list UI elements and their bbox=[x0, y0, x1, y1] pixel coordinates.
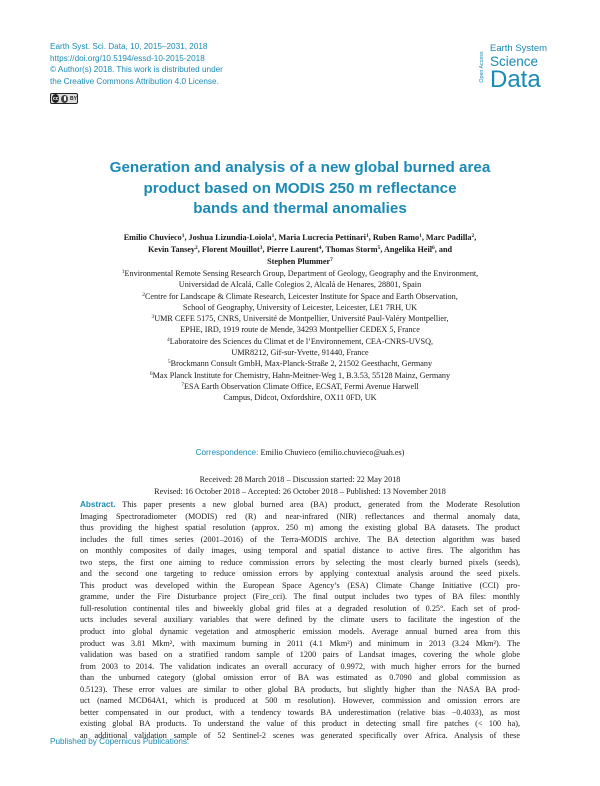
publisher-footer[interactable]: Published by Copernicus Publications. bbox=[50, 737, 190, 746]
affiliation-line: UMR8212, Gif-sur-Yvette, 91440, France bbox=[231, 348, 369, 358]
author-name: Kevin Tansey bbox=[147, 245, 196, 254]
affiliation-line: $^5$Brockmann Consult GmbH, Max-Planck-Straße 2, 21502 Geesthacht, Germany bbox=[167, 359, 433, 369]
author-line bbox=[60, 256, 540, 268]
affiliation-line: EPHE, IRD, 1919 route de Mende, 34293 Montpellier CEDEX 5, France bbox=[180, 325, 420, 335]
journal-name-line1: Earth System bbox=[490, 43, 548, 54]
copyright: © Author(s) 2018. This work is distributed under bbox=[50, 65, 223, 75]
author-name: Florent Mouillot bbox=[201, 245, 260, 254]
affiliation-line: Campus, Didcot, Oxfordshire, OX11 0FD, UK bbox=[223, 393, 377, 403]
author-line: Kevin Tansey$^2$, Florent Mouillot$^3$, Pierre Laurent$^4$, Thomas Storm$^5$, Angelika Heil$^6$, and bbox=[147, 245, 453, 254]
title-line: bands and thermal anomalies bbox=[193, 200, 407, 217]
author-sup: 1 bbox=[366, 233, 369, 239]
abstract-line: thus providing the highest spatial resolution (approx. 250 m) among the existing global BA datasets. The product bbox=[80, 523, 520, 533]
abstract bbox=[80, 499, 520, 741]
title-line: product based on MODIS 250 m reflectance bbox=[143, 179, 457, 197]
author-sup: 1 bbox=[271, 233, 275, 239]
citation-block bbox=[50, 41, 310, 87]
affiliation-line: $^1$Environmental Remote Sensing Research Group, Department of Geology, Geography and the Environment, bbox=[121, 269, 479, 278]
open-access-label: Open Access bbox=[479, 51, 485, 83]
affiliation-line: $^3$UMR CEFE 5175, CNRS, Université de Montpellier, Université Paul-Valéry Montpellier, bbox=[151, 314, 449, 324]
abstract-line: product was 3.81 Mkm², with maximum burning in 2011 (4.1 Mkm²) and minimum in 2013 (3.24 Mkm²). The bbox=[80, 638, 520, 648]
abstract-heading: Abstract. bbox=[80, 500, 116, 509]
author-sup: 1 bbox=[181, 233, 185, 239]
dates-line: Received: 28 March 2018 – Discussion started: 22 May 2018 bbox=[199, 475, 401, 484]
publication-dates bbox=[60, 474, 540, 498]
and-word: and bbox=[438, 245, 453, 254]
abstract-line: from 2003 to 2014. The validation indicates an overall accuracy of 0.9972, with much higher errors for the burned bbox=[80, 661, 520, 671]
author-name: Angelika Heil bbox=[384, 245, 432, 254]
abstract-line: Abstract. This paper presents a new global burned area (BA) product, generated from the Moderate Resolution bbox=[80, 500, 520, 509]
correspondence-label: Correspondence: bbox=[195, 448, 259, 457]
paper-title bbox=[60, 158, 540, 220]
abstract-line: full-resolution continental tiles and biweekly global grid files at a degraded resolution of 0.25°. Each set of prod- bbox=[80, 603, 520, 613]
author-sup: 6 bbox=[432, 245, 435, 251]
cc-by-license-badge[interactable] bbox=[50, 93, 78, 104]
affiliation-line: $^7$ESA Earth Observation Climate Office, ECSAT, Fermi Avenue Harwell bbox=[181, 381, 419, 391]
affiliation-list bbox=[60, 268, 540, 404]
abstract-line: on monthly composites of daily images, using temporal and spatial distance to active fires. The algorithm has bbox=[80, 546, 520, 556]
journal-logo bbox=[478, 40, 578, 100]
citation: Earth Syst. Sci. Data, 10, 2015–2031, 2018 bbox=[50, 42, 208, 51]
abstract-line: Imaging Spectroradiometer (MODIS) red (R) and near-infrared (NIR) reflectances and thermal anomaly data, bbox=[80, 511, 520, 521]
affiliation-line: $^2$Centre for Landscape & Climate Research, Leicester Institute for Space and Earth Observation, bbox=[142, 291, 458, 301]
abstract-line: This product was developed within the European Space Agency’s (ESA) Climate Change Initiative (CCI) pro- bbox=[80, 580, 520, 590]
author-sup: 1 bbox=[419, 233, 422, 239]
author-sup: 5 bbox=[377, 245, 381, 251]
abstract-line: uct (named MCD64A1, which is produced at 500 m resolution). However, commission and omission errors are bbox=[80, 696, 520, 706]
correspondence bbox=[60, 448, 540, 457]
affiliation-line: $^4$Laboratoire des Sciences du Climat et de l’Environnement, CEA-CNRS-UVSQ, bbox=[166, 336, 434, 346]
person-icon bbox=[61, 95, 68, 103]
by-label: BY bbox=[70, 95, 77, 102]
author-line: Emilio Chuvieco$^1$, Joshua Lizundia-Loiola$^1$, Maria Lucrecia Pettinari$^1$, Ruben Ramo$^1$, Marc Padilla$^2$, bbox=[123, 233, 477, 242]
abstract-line: and the second one targeting to reduce omission errors by applying contextual analysis around the seed pixels. bbox=[80, 569, 520, 579]
license-link[interactable]: the Creative Commons Attribution 4.0 License. bbox=[50, 76, 219, 86]
author-name: Thomas Storm bbox=[325, 245, 378, 254]
correspondence-email[interactable]: Emilio Chuvieco (emilio.chuvieco@uah.es) bbox=[260, 448, 405, 457]
abstract-line: includes the full times series (2001–2016) of the Terra-MODIS archive. The BA detection algorithm was based bbox=[80, 534, 520, 544]
author-name: Ruben Ramo bbox=[372, 233, 420, 242]
abstract-line: existing global BA products. To understand the value of this product in detecting small fire patches (< 100 ha), bbox=[80, 719, 520, 729]
author-name: Maria Lucrecia Pettinari bbox=[278, 233, 367, 242]
author-name: Emilio Chuvieco bbox=[123, 233, 182, 242]
author-name: Stephen Plummer bbox=[267, 257, 331, 266]
author-sup: 3 bbox=[259, 245, 263, 251]
author-list bbox=[60, 232, 540, 268]
affiliation-line: Universidad de Alcalá, Calle Colegios 2, Alcalá de Henares, 28801, Spain bbox=[178, 280, 422, 290]
abstract-line: an additional validation sample of 52 Sentinel-2 scenes was generated specifically over Africa. Analysis of these bbox=[80, 730, 520, 740]
abstract-line: product into global dynamic vegetation and atmospheric emission models. Average annual burned area from this bbox=[80, 627, 520, 637]
doi-link[interactable]: https://doi.org/10.5194/essd-10-2015-2018 bbox=[50, 53, 205, 63]
journal-name-line3: Data bbox=[490, 66, 541, 93]
title-line: Generation and analysis of a new global burned area bbox=[109, 159, 491, 176]
author-name: Marc Padilla bbox=[425, 233, 472, 242]
affiliation-line: $^6$Max Planck Institute for Chemistry, Hahn-Meitner-Weg 1, B.3.53, 55128 Mainz, Germany bbox=[149, 370, 451, 380]
journal-name-line2: Science bbox=[490, 54, 539, 69]
author-sup: 7 bbox=[330, 257, 333, 263]
abstract-line: gramme, under the Fire Disturbance project (Fire_cci). The final output includes two types of BA files: monthly bbox=[80, 592, 520, 602]
author-sup: 4 bbox=[318, 245, 322, 251]
abstract-line: than the unburned category (global omission error of BA was estimated as 0.7090 and global commission as bbox=[80, 673, 520, 683]
affiliation-line: School of Geography, University of Leicester, Leicester, LE1 7RH, UK bbox=[182, 302, 418, 312]
abstract-line: better compensated in our product, with a tendency towards BA underestimation (relative bias −0.4033), as most bbox=[80, 707, 520, 717]
abstract-line: validation was based on a stratified random sample of 1200 pairs of Landsat images, covering the whole globe bbox=[80, 650, 520, 660]
abstract-line: 0.5123). These error values are similar to other global BA products, but slightly higher than the NASA BA prod- bbox=[80, 684, 520, 694]
abstract-line: ucts includes several auxiliary variables that were defined by the climate users to facilitate the ingestion of the bbox=[80, 615, 520, 625]
author-name: Joshua Lizundia-Loiola bbox=[188, 233, 272, 242]
abstract-line: two steps, the first one aiming to reduce commission errors by selecting the most clearly burned pixels (seeds), bbox=[80, 557, 520, 567]
cc-icon: cc bbox=[52, 95, 59, 102]
dates-line: Revised: 16 October 2018 – Accepted: 26 October 2018 – Published: 13 November 2018 bbox=[154, 487, 446, 496]
author-name: Pierre Laurent bbox=[266, 245, 319, 254]
author-sup: 2 bbox=[195, 245, 198, 251]
author-sup: 2 bbox=[471, 233, 475, 239]
